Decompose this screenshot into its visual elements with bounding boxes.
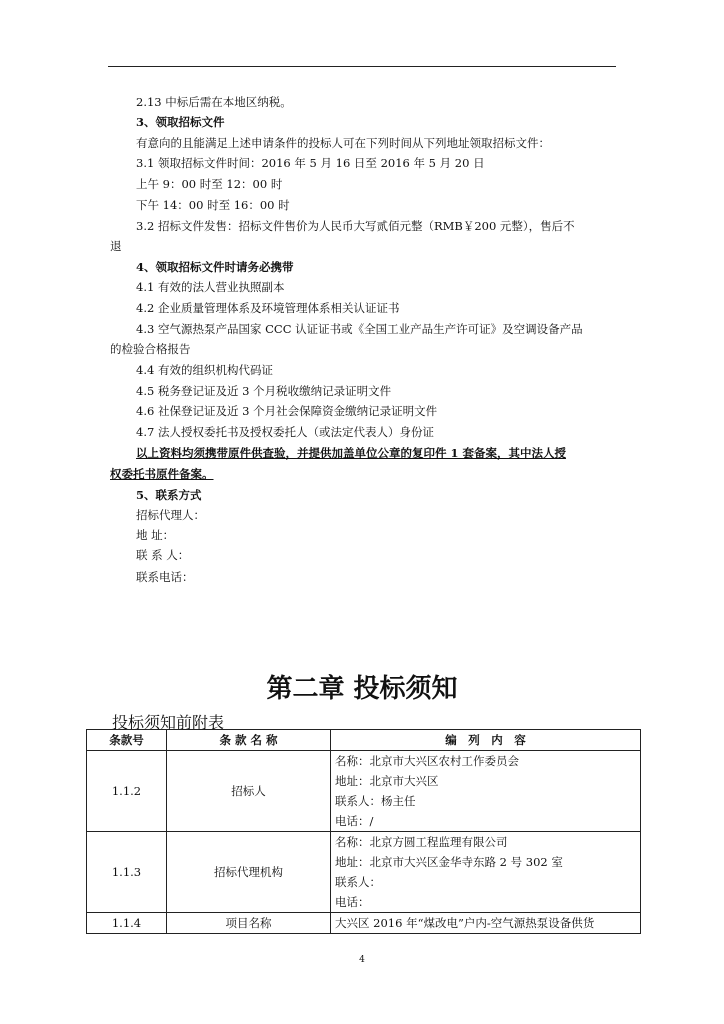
section-heading-5: 5、联系方式 xyxy=(136,488,202,502)
table-row xyxy=(87,751,641,832)
header-rule xyxy=(108,66,616,67)
line-4-1: 4.1 有效的法人营业执照副本 xyxy=(136,280,285,294)
section-heading-3: 3、领取招标文件 xyxy=(136,115,225,129)
content-line: 名称：北京方圆工程监理有限公司 xyxy=(335,835,508,849)
line-3-1: 3.1 领取招标文件时间：2016 年 5 月 16 日至 2016 年 5 月 20 日 xyxy=(136,156,485,170)
clause-no: 1.1.3 xyxy=(87,832,167,913)
line-4-4: 4.4 有效的组织机构代码证 xyxy=(136,363,273,377)
content-line: 地址：北京市大兴区 xyxy=(335,774,439,788)
content-line: 电话：/ xyxy=(335,814,374,828)
line-3-2: 3.2 招标文件发售：招标文件售价为人民币大写贰佰元整（RMB￥200 元整），售后不 xyxy=(136,219,575,233)
line-4-3-cont: 的检验合格报告 xyxy=(110,342,191,356)
table-row xyxy=(87,913,641,934)
line-3-2-cont: 退 xyxy=(110,239,122,253)
clause-content xyxy=(331,832,641,913)
page-number: 4 xyxy=(359,955,365,965)
clause-name: 项目名称 xyxy=(167,913,331,934)
line-4-2: 4.2 企业质量管理体系及环境管理体系相关认证证书 xyxy=(136,301,400,315)
contact-agent: 招标代理人： xyxy=(136,508,205,522)
chapter-title: 第二章 投标须知 xyxy=(266,674,458,704)
line-2-13: 2.13 中标后需在本地区纳税。 xyxy=(136,95,292,109)
content-line: 联系人： xyxy=(335,875,381,889)
header-clause-no: 条款号 xyxy=(87,730,167,751)
table-row xyxy=(87,832,641,913)
content-line: 地址：北京市大兴区金华寺东路 2 号 302 室 xyxy=(335,855,563,869)
line-morning: 上午 9：00 时至 12：00 时 xyxy=(136,177,283,191)
contact-address: 地 址： xyxy=(136,528,175,542)
notice-bold-line-2: 权委托书原件备案。 xyxy=(110,467,214,481)
bid-instructions-table xyxy=(86,729,641,934)
line-4-6: 4.6 社保登记证及近 3 个月社会保障资金缴纳记录证明文件 xyxy=(136,404,438,418)
table-header-row xyxy=(87,730,641,751)
clause-content xyxy=(331,751,641,832)
line-4-5: 4.5 税务登记证及近 3 个月税收缴纳记录证明文件 xyxy=(136,384,392,398)
section-heading-4: 4、领取招标文件时请务必携带 xyxy=(136,260,294,274)
clause-name: 招标人 xyxy=(167,751,331,832)
line-intent: 有意向的且能满足上述申请条件的投标人可在下列时间从下列地址领取招标文件： xyxy=(136,136,550,150)
notice-bold-line-1: 以上资料均须携带原件供查验，并提供加盖单位公章的复印件 1 套备案，其中法人授 xyxy=(136,446,567,460)
line-4-7: 4.7 法人授权委托书及授权委托人（或法定代表人）身份证 xyxy=(136,425,434,439)
header-clause-name: 条 款 名 称 xyxy=(167,730,331,751)
contact-phone: 联系电话： xyxy=(136,570,194,584)
clause-no: 1.1.2 xyxy=(87,751,167,832)
line-4-3: 4.3 空气源热泵产品国家 CCC 认证证书或《全国工业产品生产许可证》及空调设备产品 xyxy=(136,322,583,336)
content-line: 名称：北京市大兴区农村工作委员会 xyxy=(335,754,519,768)
clause-name: 招标代理机构 xyxy=(167,832,331,913)
line-afternoon: 下午 14：00 时至 16：00 时 xyxy=(136,198,290,212)
content-line: 大兴区 2016 年“煤改电”户内-空气源热泵设备供货 xyxy=(335,916,595,930)
clause-content xyxy=(331,913,641,934)
header-content: 编 列 内 容 xyxy=(331,730,641,751)
content-line: 联系人：杨主任 xyxy=(335,794,416,808)
clause-no: 1.1.4 xyxy=(87,913,167,934)
contact-person: 联 系 人： xyxy=(136,548,190,562)
content-line: 电话： xyxy=(335,895,370,909)
table-title: 投标须知前附表 xyxy=(112,713,225,732)
